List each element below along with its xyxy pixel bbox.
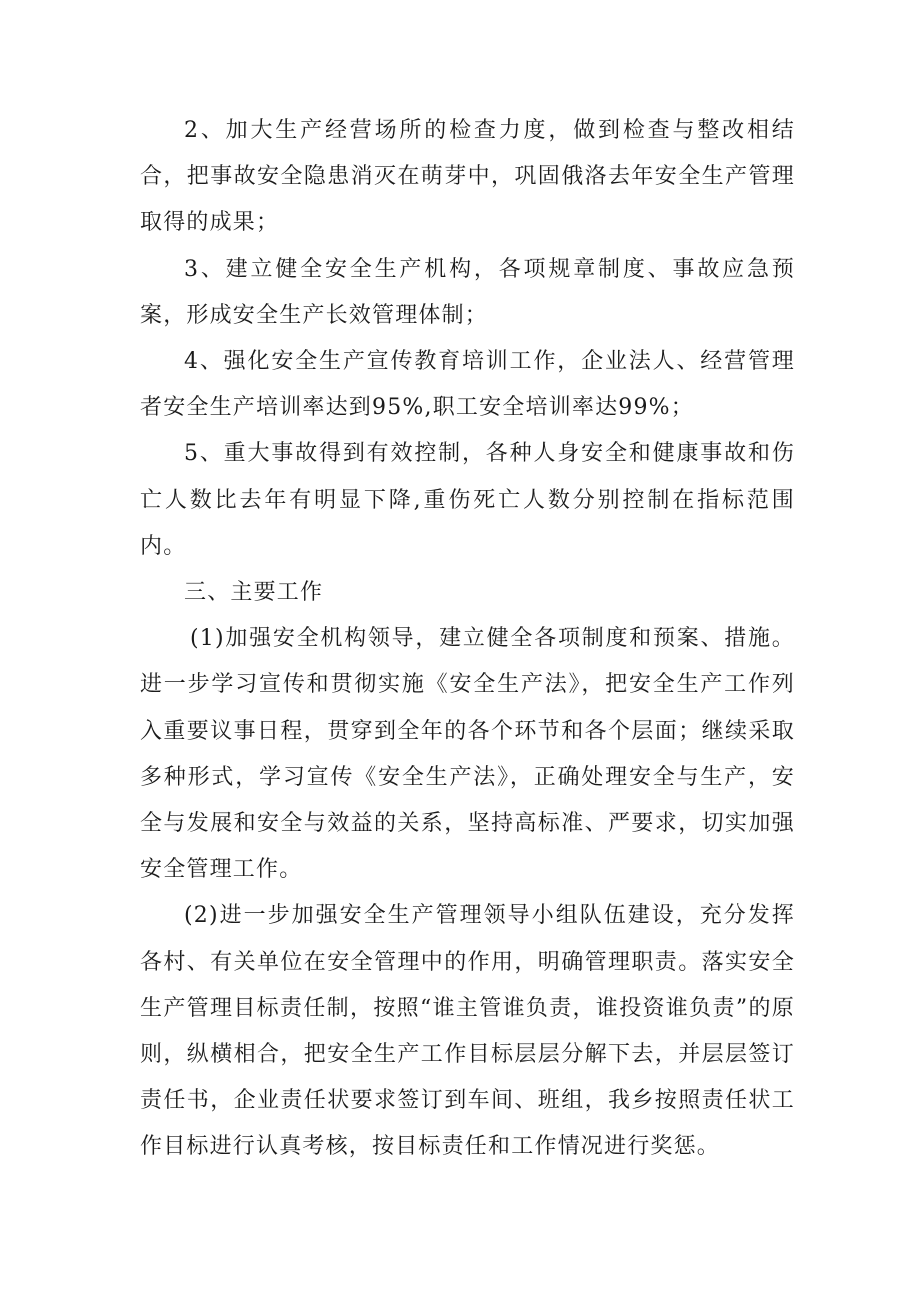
paragraph-item-3: 3、建立健全安全生产机构，各项规章制度、事故应急预案，形成安全生产长效管理体制； <box>140 256 795 328</box>
paragraph-item-5: 5、重大事故得到有效控制，各种人身安全和健康事故和伤亡人数比去年有明显下降,重伤死亡人数分别控制在指标范围内。 <box>140 441 795 559</box>
paragraph-item-2: 2、加大生产经营场所的检查力度，做到检查与整改相结合，把事故安全隐患消灭在萌芽中，巩固俄洛去年安全生产管理取得的成果； <box>140 118 795 236</box>
paragraph-work-2: (2)进一步加强安全生产管理领导小组队伍建设，充分发挥各村、有关单位在安全管理中的作用，明确管理职责。落实安全生产管理目标责任制，按照“谁主管谁负责，谁投资谁负责”的原则，纵横相合，把安全生产工作目标层层分解下去，并层层签订责任书，企业责任状要求签订到车间、班组，我乡按照责任状工作目标进行认真考核，按目标责任和工作情况进行奖惩。 <box>140 903 795 1160</box>
paragraph-work-1: (1)加强安全机构领导，建立健全各项制度和预案、措施。进一步学习宣传和贯彻实施《安全生产法》，把安全生产工作列入重要议事日程，贯穿到全年的各个环节和各个层面；继续采取多种形式，学习宣传《安全生产法》，正确处理安全与生产，安全与发展和安全与效益的关系，坚持高标准、严要求，切实加强安全管理工作。 <box>140 626 795 883</box>
paragraph-item-4: 4、强化安全生产宣传教育培训工作，企业法人、经营管理者安全生产培训率达到95%,职工安全培训率达99%； <box>140 349 795 421</box>
section-heading-main-work: 三、主要工作 <box>184 580 324 606</box>
document-body <box>140 108 795 1171</box>
